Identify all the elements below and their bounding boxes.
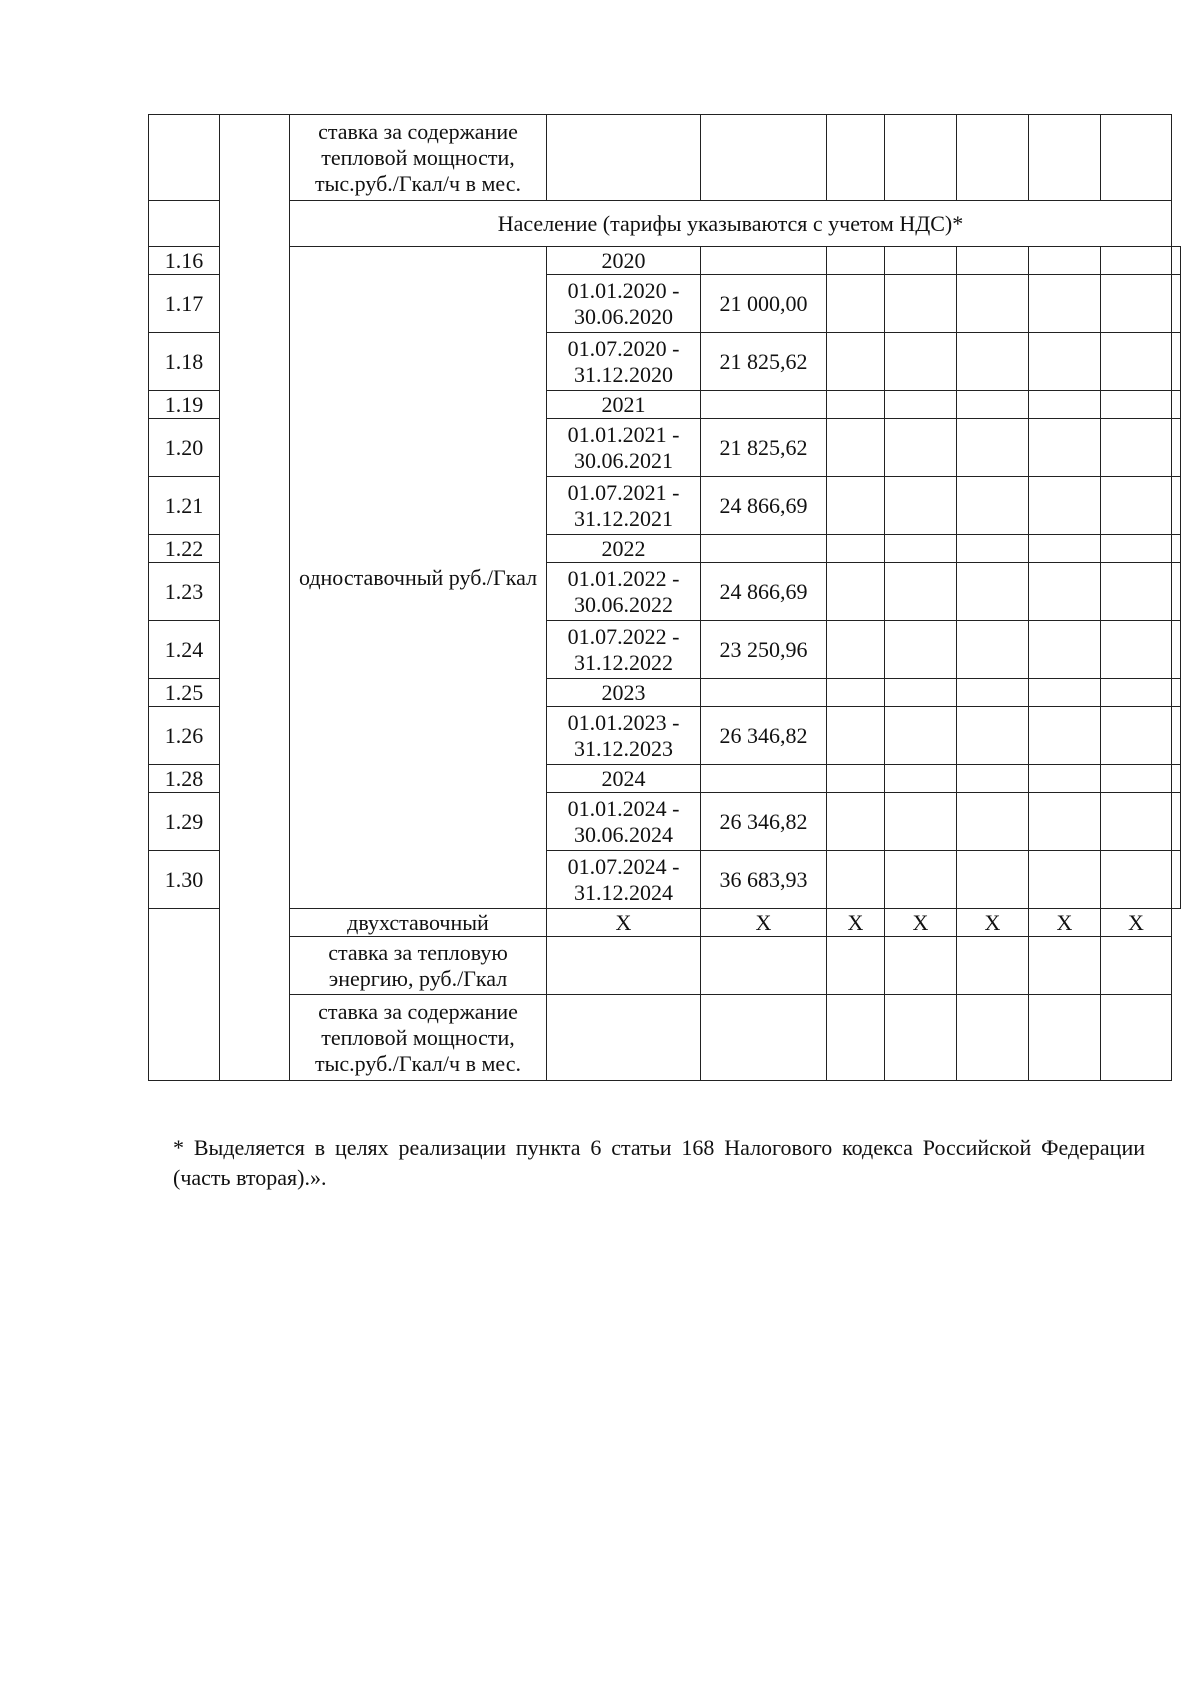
section-header-row [149,201,1181,247]
empty-cell [957,115,1029,201]
row-number: 1.20 [149,419,220,477]
row-period: 01.07.2021 - 31.12.2021 [547,477,701,535]
row-value [701,391,827,419]
empty-cell [885,115,957,201]
row-period: 01.01.2022 - 30.06.2022 [547,563,701,621]
x-mark: X [827,909,885,937]
two-rate-label: двухставочный [290,909,547,937]
row-number: 1.22 [149,535,220,563]
row-number: 1.30 [149,851,220,909]
row-period: 01.01.2021 - 30.06.2021 [547,419,701,477]
row-period: 2023 [547,679,701,707]
number-cell [149,909,220,1081]
row-number: 1.17 [149,275,220,333]
two-rate-row [149,909,1181,937]
x-mark: X [547,909,701,937]
row-period: 2022 [547,535,701,563]
row-value: 36 683,93 [701,851,827,909]
row-period: 01.01.2023 - 31.12.2023 [547,707,701,765]
section-header: Население (тарифы указываются с учетом НДС)* [290,201,1172,247]
x-mark: X [1101,909,1172,937]
row-value: 21 825,62 [701,419,827,477]
top-capacity-row [149,115,1181,201]
energy-rate-row [149,937,1181,995]
row-period: 01.07.2024 - 31.12.2024 [547,851,701,909]
x-mark: X [885,909,957,937]
row-period: 01.07.2022 - 31.12.2022 [547,621,701,679]
row-number: 1.24 [149,621,220,679]
x-mark: X [957,909,1029,937]
number-cell [149,115,220,201]
row-value: 26 346,82 [701,707,827,765]
row-number: 1.18 [149,333,220,391]
single-rate-label: одноставочный руб./Гкал [290,247,547,909]
row-number: 1.16 [149,247,220,275]
row-number: 1.25 [149,679,220,707]
x-mark: X [1029,909,1101,937]
row-number: 1.28 [149,765,220,793]
row-value [701,535,827,563]
row-number: 1.29 [149,793,220,851]
row-value [701,765,827,793]
empty-cell [827,115,885,201]
row-period: 2024 [547,765,701,793]
empty-cell [1101,115,1172,201]
capacity-rate-label: ставка за содержание тепловой мощности, тыс.руб./Гкал/ч в мес. [290,115,547,201]
row-value: 21 825,62 [701,333,827,391]
row-value [701,247,827,275]
row-number: 1.23 [149,563,220,621]
row-value: 26 346,82 [701,793,827,851]
row-period: 01.07.2020 - 31.12.2020 [547,333,701,391]
row-period: 01.01.2020 - 30.06.2020 [547,275,701,333]
row-value [701,679,827,707]
table-row [149,247,1181,275]
row-period: 2021 [547,391,701,419]
value-cell [701,115,827,201]
capacity-rate-row [149,995,1181,1081]
row-value: 23 250,96 [701,621,827,679]
row-period: 2020 [547,247,701,275]
number-cell [149,201,220,247]
row-number: 1.19 [149,391,220,419]
row-period: 01.01.2024 - 30.06.2024 [547,793,701,851]
energy-rate-label: ставка за тепловую энергию, руб./Гкал [290,937,547,995]
empty-cell [1029,115,1101,201]
row-number: 1.21 [149,477,220,535]
x-mark: X [701,909,827,937]
row-value: 24 866,69 [701,477,827,535]
period-cell [547,115,701,201]
capacity-rate-label: ставка за содержание тепловой мощности, тыс.руб./Гкал/ч в мес. [290,995,547,1081]
tariff-table [148,114,1181,1081]
row-number: 1.26 [149,707,220,765]
row-value: 21 000,00 [701,275,827,333]
row-value: 24 866,69 [701,563,827,621]
footnote: * Выделяется в целях реализации пункта 6 статьи 168 Налогового кодекса Российской Федерации (часть вторая).». [173,1135,1145,1190]
merged-column-cell [220,115,290,1081]
